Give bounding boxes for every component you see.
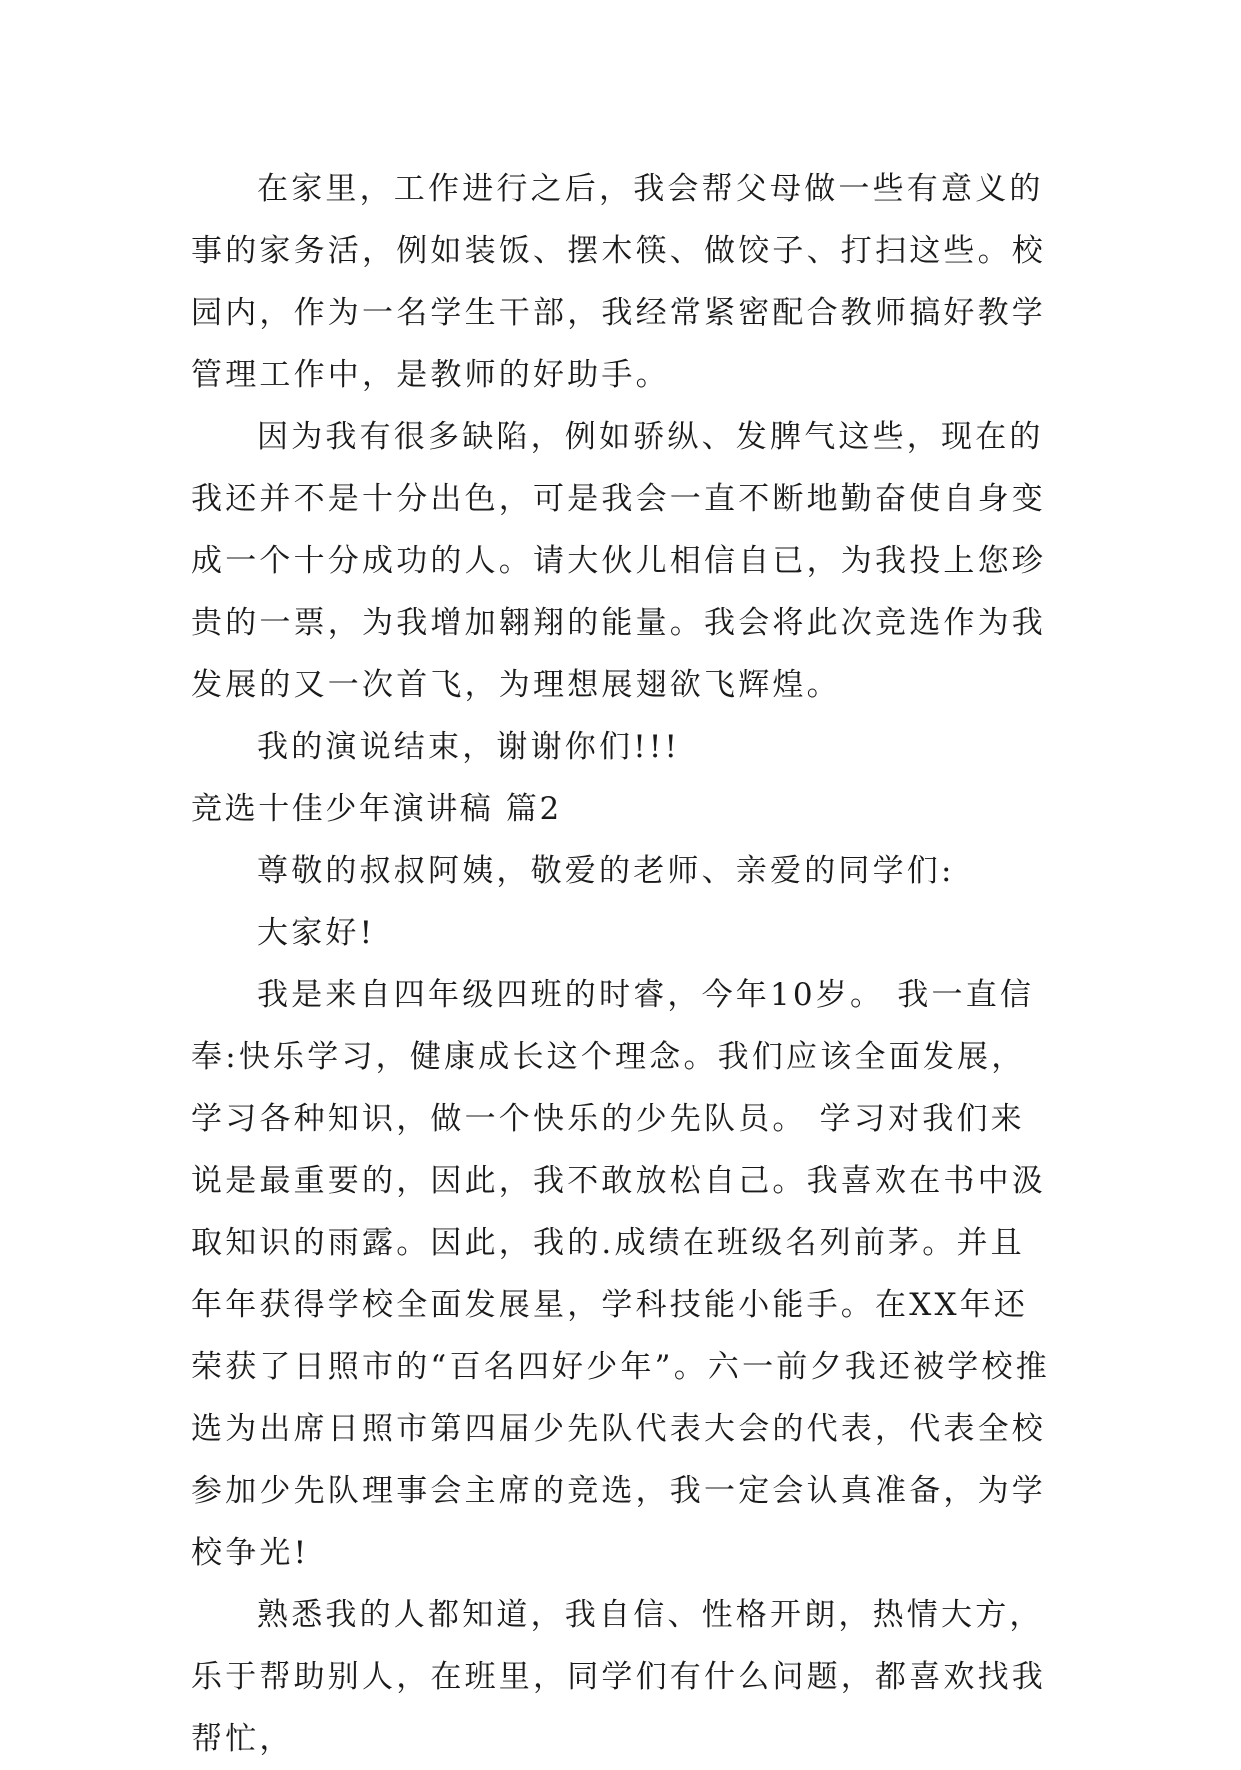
paragraph-hello: 大家好! bbox=[257, 915, 376, 951]
paragraph-housework: 在家里，工作进行之后，我会帮父母做一些有意义的事的家务活，例如装饭、摆木筷、做饺子、打扫这些。校园内，作为一名学生干部，我经常紧密配合教师搞好教学管理工作中，是教师的好助手。 bbox=[191, 171, 1046, 393]
paragraph-closing: 我的演说结束，谢谢你们!!! bbox=[257, 729, 681, 765]
paragraph-greeting: 尊敬的叔叔阿姨，敬爱的老师、亲爱的同学们: bbox=[257, 853, 955, 889]
paragraph-personality: 熟悉我的人都知道，我自信、性格开朗，热情大方，乐于帮助别人，在班里，同学们有什么问题，都喜欢找我帮忙， bbox=[191, 1597, 1046, 1757]
section-title: 竞选十佳少年演讲稿 篇2 bbox=[191, 791, 562, 827]
document-body bbox=[191, 158, 1051, 1770]
paragraph-introduction: 我是来自四年级四班的时睿，今年10岁。 我一直信奉:快乐学习，健康成长这个理念。我们应该全面发展，学习各种知识，做一个快乐的少先队员。 学习对我们来说是最重要的，因此，我不敢放松自己。我喜欢在书中汲取知识的雨露。因此，我的.成绩在班级名列前茅。并且年年获得学校全面发展星，学科技能小能手。在XX年还荣获了日照市的“百名四好少年”。六一前夕我还被学校推选为出席日照市第四届少先队代表大会的代表，代表全校参加少先队理事会主席的竞选，我一定会认真准备，为学校争光! bbox=[191, 977, 1050, 1571]
paragraph-shortcomings: 因为我有很多缺陷，例如骄纵、发脾气这些，现在的我还并不是十分出色，可是我会一直不断地勤奋使自身变成一个十分成功的人。请大伙儿相信自已，为我投上您珍贵的一票，为我增加翱翔的能量。我会将此次竞选作为我发展的又一次首飞，为理想展翅欲飞辉煌。 bbox=[191, 419, 1046, 703]
